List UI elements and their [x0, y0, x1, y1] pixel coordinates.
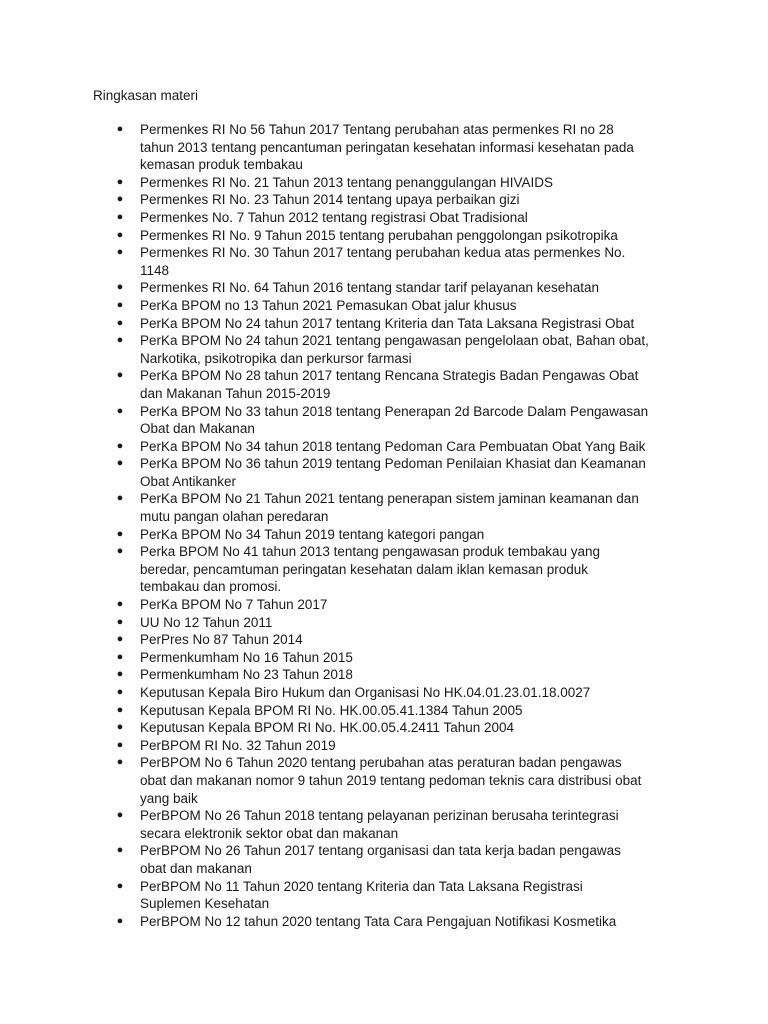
bullet-icon: ●: [116, 439, 124, 452]
bullet-icon: ●: [116, 193, 124, 206]
bullet-icon: ●: [116, 633, 124, 646]
list-item-text-line: PerBPOM No 26 Tahun 2017 tentang organisasi dan tata kerja badan pengawas: [140, 843, 621, 859]
list-item: [0, 174, 680, 192]
list-item: [0, 438, 680, 456]
bullet-icon: ●: [116, 246, 124, 259]
list-item-text-line: PerKa BPOM No 34 tahun 2018 tentang Pedoman Cara Pembuatan Obat Yang Baik: [140, 438, 646, 454]
list-item-text-line: obat dan makanan: [140, 860, 252, 876]
list-item: [0, 367, 680, 402]
list-item-text-line: Keputusan Kepala BPOM RI No. HK.00.05.41.1384 Tahun 2005: [140, 702, 523, 718]
list-item: [0, 807, 680, 842]
list-item-text-line: PerBPOM No 26 Tahun 2018 tentang pelayanan perizinan berusaha terintegrasi: [140, 808, 619, 824]
list-item: [0, 227, 680, 245]
list-item-text-line: Narkotika, psikotropika dan perkursor farmasi: [140, 350, 412, 366]
bullet-icon: ●: [116, 316, 124, 329]
list-item-text-line: Permenkes RI No. 9 Tahun 2015 tentang perubahan penggolongan psikotropika: [140, 227, 618, 243]
list-item-text-line: kemasan produk tembakau: [140, 157, 303, 173]
list-item: [0, 121, 680, 174]
list-item: [0, 455, 680, 490]
list-item-text-line: beredar, pencamtuman peringatan kesehatan dalam iklan kemasan produk: [140, 561, 589, 577]
document-title: Ringkasan materi: [93, 88, 199, 103]
list-item-text-line: 1148: [140, 262, 170, 278]
list-item-text-line: PerPres No 87 Tahun 2014: [140, 632, 303, 648]
list-item: [0, 666, 680, 684]
list-item-text-line: PerKa BPOM No 7 Tahun 2017: [140, 597, 328, 613]
list-item-text-line: tahun 2013 tentang pencantuman peringatan kesehatan informasi kesehatan pada: [140, 139, 634, 155]
list-item-text-line: Permenkes RI No 56 Tahun 2017 Tentang perubahan atas permenkes RI no 28: [140, 122, 614, 137]
bullet-icon: ●: [116, 175, 124, 188]
bullet-icon: ●: [116, 686, 124, 698]
regulation-list: [0, 121, 768, 930]
list-item: [0, 878, 680, 913]
list-item-text-line: PerKa BPOM No 24 tahun 2021 tentang pengawasan pengelolaan obat, Bahan obat,: [140, 333, 649, 349]
list-item: [0, 315, 680, 333]
list-item-text-line: PerBPOM No 6 Tahun 2020 tentang perubahan atas peraturan badan pengawas: [140, 755, 622, 771]
list-item-text-line: Keputusan Kepala Biro Hukum dan Organisasi No HK.04.01.23.01.18.0027: [140, 685, 591, 700]
list-item-text-line: Permenkes RI No. 21 Tahun 2013 tentang penanggulangan HIVAIDS: [140, 174, 554, 190]
bullet-icon: ●: [116, 527, 124, 540]
list-item: [0, 543, 680, 596]
list-item-text-line: PerKa BPOM No 33 tahun 2018 tentang Penerapan 2d Barcode Dalam Pengawasan: [140, 403, 649, 419]
bullet-icon: ●: [116, 650, 124, 663]
bullet-icon: ●: [116, 298, 124, 311]
bullet-icon: ●: [116, 545, 124, 558]
list-item-text-line: tembakau dan promosi.: [140, 579, 282, 595]
list-item: [0, 209, 680, 227]
list-item-text-line: Suplemen Kesehatan: [140, 896, 270, 912]
list-item-text-line: UU No 12 Tahun 2011: [140, 614, 273, 630]
bullet-icon: ●: [116, 598, 124, 611]
list-item-text-line: Permenkes No. 7 Tahun 2012 tentang registrasi Obat Tradisional: [140, 209, 528, 225]
list-item-text-line: Obat Antikanker: [140, 473, 237, 489]
list-item-text-line: Permenkes RI No. 64 Tahun 2016 tentang standar tarif pelayanan kesehatan: [140, 280, 600, 296]
list-item-text-line: PerBPOM No 12 tahun 2020 tentang Tata Cara Pengajuan Notifikasi Kosmetika: [140, 913, 617, 929]
list-item-text-line: Obat dan Makanan: [140, 421, 255, 437]
list-item-text-line: PerKa BPOM No 36 tahun 2019 tentang Pedoman Penilaian Khasiat dan Keamanan: [140, 456, 646, 472]
list-item-text-line: Keputusan Kepala BPOM RI No. HK.00.05.4.2411 Tahun 2004: [140, 720, 515, 736]
list-item: [0, 702, 680, 720]
bullet-icon: ●: [116, 457, 124, 470]
list-item-text-line: Permenkumham No 23 Tahun 2018: [140, 667, 353, 683]
list-item-text-line: yang baik: [140, 790, 198, 806]
bullet-icon: ●: [116, 404, 124, 417]
bullet-icon: ●: [116, 721, 124, 734]
list-item: [0, 684, 680, 702]
list-item: [0, 649, 680, 667]
list-item: [0, 596, 680, 614]
list-item: [0, 191, 680, 209]
bullet-icon: ●: [116, 703, 124, 716]
list-item-text-line: PerKa BPOM No 28 tahun 2017 tentang Rencana Strategis Badan Pengawas Obat: [140, 368, 639, 384]
bullet-icon: ●: [116, 281, 124, 294]
list-item: [0, 719, 680, 737]
bullet-icon: ●: [116, 615, 124, 628]
list-item: [0, 842, 680, 877]
bullet-icon: ●: [116, 809, 124, 822]
list-item-text-line: PerKa BPOM No 34 Tahun 2019 tentang kategori pangan: [140, 526, 485, 542]
list-item-text-line: Permenkes RI No. 23 Tahun 2014 tentang upaya perbaikan gizi: [140, 192, 520, 208]
bullet-icon: ●: [116, 228, 124, 241]
list-item: [0, 244, 680, 279]
list-item-text-line: secara elektronik sektor obat dan makanan: [140, 825, 399, 841]
list-item: [0, 403, 680, 438]
bullet-icon: ●: [116, 334, 124, 347]
bullet-icon: ●: [116, 668, 124, 681]
bullet-icon: ●: [116, 756, 124, 769]
list-item-text-line: Perka BPOM No 41 tahun 2013 tentang pengawasan produk tembakau yang: [140, 544, 601, 560]
bullet-icon: ●: [116, 123, 124, 135]
list-item: [0, 490, 680, 525]
list-item: [0, 526, 680, 544]
list-item-text-line: PerKa BPOM no 13 Tahun 2021 Pemasukan Obat jalur khusus: [140, 297, 517, 313]
list-item: [0, 631, 680, 649]
list-item-text-line: PerBPOM No 11 Tahun 2020 tentang Kriteria dan Tata Laksana Registrasi: [140, 878, 583, 894]
list-item: [0, 297, 680, 315]
bullet-icon: ●: [116, 738, 124, 751]
bullet-icon: ●: [116, 369, 124, 382]
list-item: [0, 913, 680, 931]
list-item: [0, 614, 680, 632]
list-item: [0, 332, 680, 367]
list-item-text-line: obat dan makanan nomor 9 tahun 2019 tentang pedoman teknis cara distribusi obat: [140, 772, 642, 788]
list-item-text-line: dan Makanan Tahun 2015-2019: [140, 385, 331, 401]
list-item-text-line: PerBPOM RI No. 32 Tahun 2019: [140, 737, 336, 753]
list-item-text-line: PerKa BPOM No 24 tahun 2017 tentang Kriteria dan Tata Laksana Registrasi Obat: [140, 315, 635, 331]
list-item-text-line: mutu pangan olahan peredaran: [140, 509, 329, 525]
bullet-icon: ●: [116, 844, 124, 857]
list-item-text-line: PerKa BPOM No 21 Tahun 2021 tentang penerapan sistem jaminan keamanan dan: [140, 491, 639, 507]
list-item: [0, 737, 680, 755]
bullet-icon: ●: [116, 492, 124, 505]
list-item: [0, 754, 680, 807]
bullet-icon: ●: [116, 210, 124, 223]
list-item-text-line: Permenkumham No 16 Tahun 2015: [140, 649, 353, 665]
list-item-text-line: Permenkes RI No. 30 Tahun 2017 tentang perubahan kedua atas permenkes No.: [140, 245, 626, 261]
list-item: [0, 279, 680, 297]
bullet-icon: ●: [116, 879, 124, 892]
bullet-icon: ●: [116, 914, 124, 927]
